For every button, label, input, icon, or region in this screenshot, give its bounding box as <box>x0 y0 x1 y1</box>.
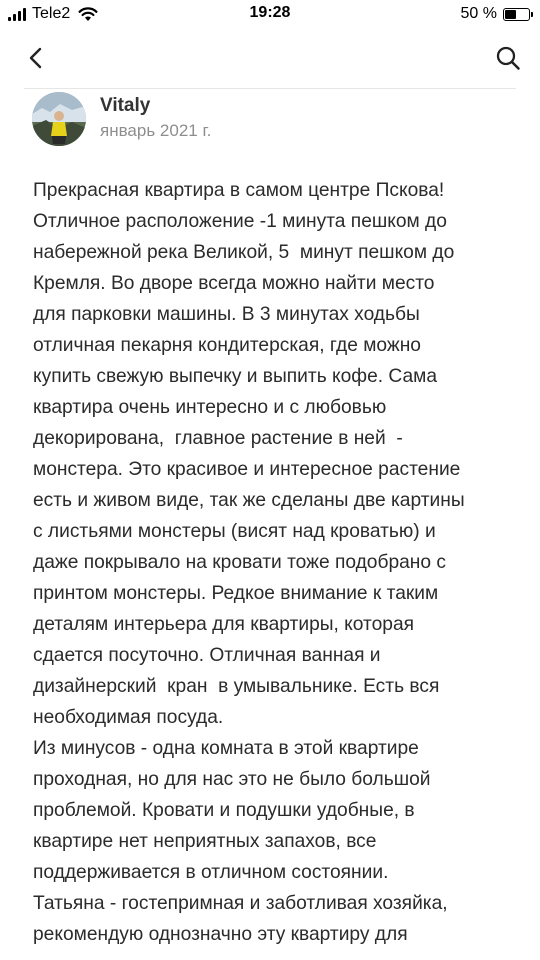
review-text-line: Татьяна - гостепримная и заботливая хозяйка, <box>33 893 448 914</box>
review-text <box>33 175 513 950</box>
review-text-line: Из минусов - одна комната в этой квартире <box>33 738 419 759</box>
status-bar-time: 19:28 <box>249 4 291 21</box>
review-text-line: дизайнерский кран в умывальнике. Есть вся <box>33 676 440 697</box>
search-button[interactable] <box>494 44 522 72</box>
header-divider <box>24 88 516 89</box>
review-text-line: с листьями монстеры (висят над кроватью) и <box>33 521 436 542</box>
battery-percent: 50 % <box>460 5 497 22</box>
review-text-line: рекомендую однозначно эту квартиру для <box>33 924 408 945</box>
review-text-line: даже покрывало на кровати тоже подобрано с <box>33 552 446 573</box>
review-text-line: квартире нет неприятных запахов, все <box>33 831 377 852</box>
back-button[interactable] <box>22 44 50 72</box>
nav-bar <box>0 36 540 80</box>
review-text-line: монстера. Это красивое и интересное растение <box>33 459 461 480</box>
review-text-line: проходная, но для нас это не было большой <box>33 769 431 790</box>
review-text-line: квартира очень интересно и с любовью <box>33 397 387 418</box>
status-bar <box>0 0 540 30</box>
review-text-line: Прекрасная квартира в самом центре Пскова! <box>33 180 445 201</box>
review-author: Vitaly <box>100 95 151 116</box>
chevron-left-icon <box>22 44 50 72</box>
review-date: январь 2021 г. <box>100 121 212 140</box>
review-text-line: поддерживается в отличном состоянии. <box>33 862 389 883</box>
carrier-name: Tele2 <box>32 5 71 22</box>
review-text-line: набережной река Великой, 5 минут пешком до <box>33 242 455 263</box>
review-text-line: Кремля. Во дворе всегда можно найти место <box>33 273 435 294</box>
review-text-line: необходимая посуда. <box>33 707 224 728</box>
review-text-line: отличная пекарня кондитерская, где можно <box>33 335 421 356</box>
review-text-line: купить свежую выпечку и выпить кофе. Сама <box>33 366 438 387</box>
battery-icon <box>503 8 530 21</box>
avatar <box>32 92 86 146</box>
battery-cap <box>531 12 533 17</box>
review-text-line: Отличное расположение -1 минута пешком до <box>33 211 447 232</box>
review-text-line: декорирована, главное растение в ней - <box>33 428 403 449</box>
avatar-photo <box>32 92 86 146</box>
review-text-line: принтом монстеры. Редкое внимание к таким <box>33 583 439 604</box>
review-text-line: для парковки машины. В 3 минутах ходьбы <box>33 304 420 325</box>
search-icon <box>494 44 522 72</box>
status-bar-right <box>461 5 530 23</box>
review-text-line: есть и живом виде, так же сделаны две картины <box>33 490 465 511</box>
review-text-line: проблемой. Кровати и подушки удобные, в <box>33 800 415 821</box>
battery-level-fill <box>505 10 516 19</box>
review-text-line: сдается посуточно. Отличная ванная и <box>33 645 381 666</box>
review-text-line: деталям интерьера для квартиры, которая <box>33 614 415 635</box>
